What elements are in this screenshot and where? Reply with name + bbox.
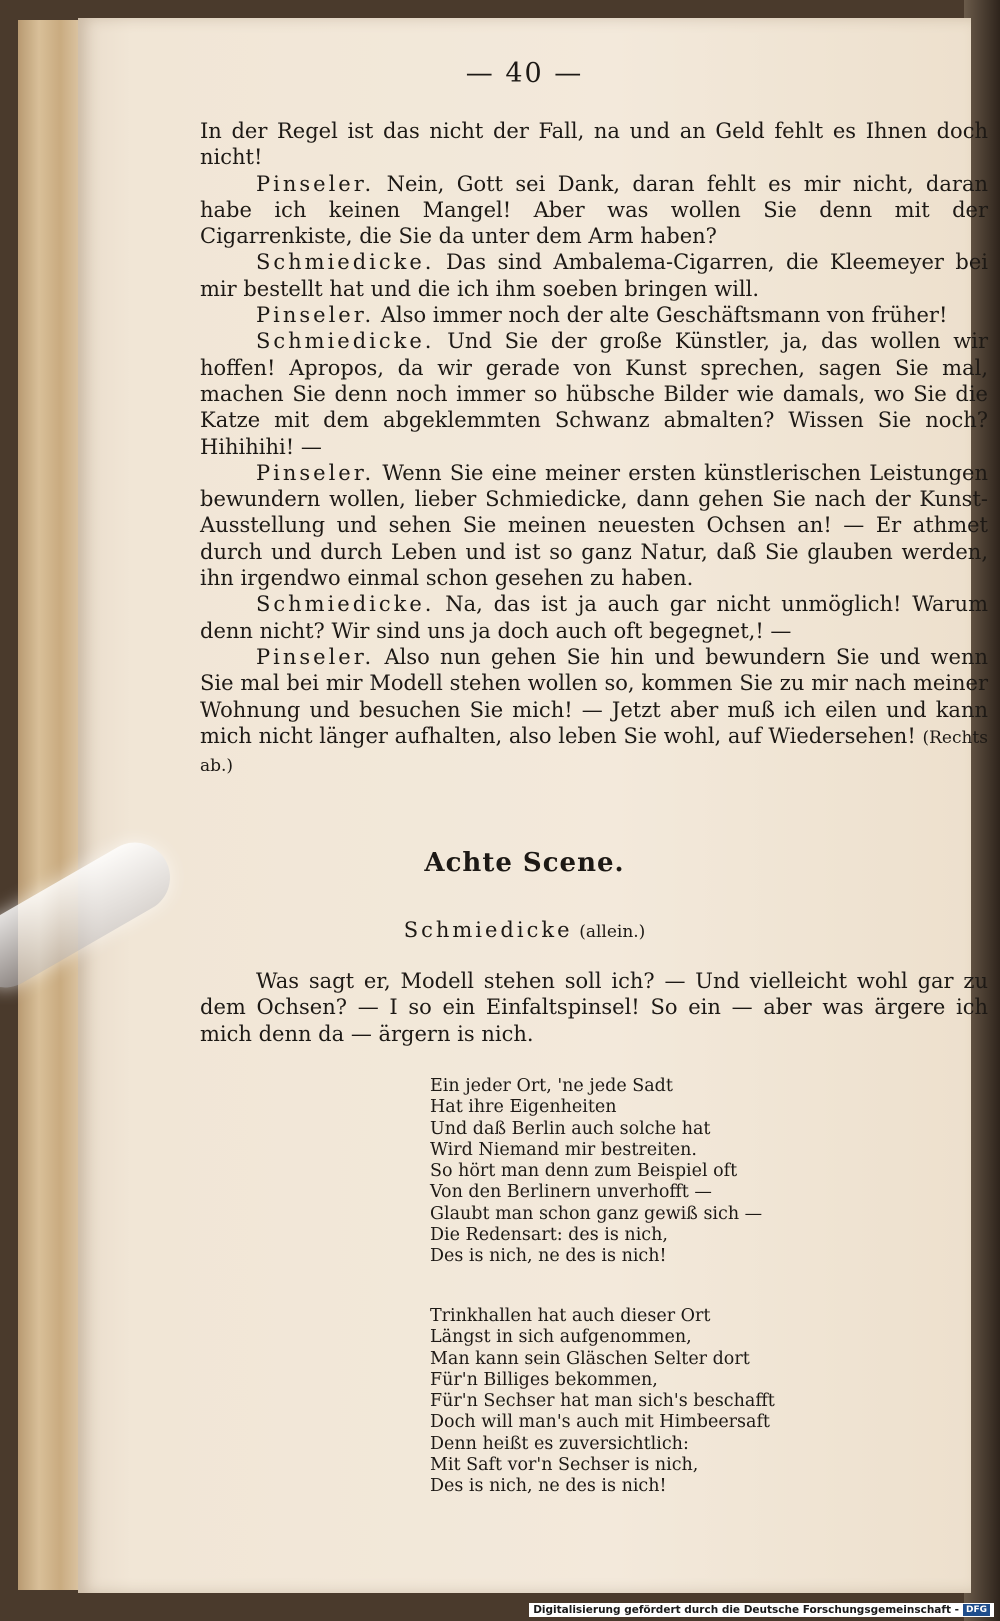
speaker-name: Pinseler. [256, 171, 375, 196]
verse-line: Hat ihre Eigenheiten [430, 1097, 617, 1118]
monologue-block [200, 968, 988, 1047]
verse-line: Von den Berlinern unverhofft — [430, 1182, 712, 1203]
dialogue-text: Also nun gehen Sie hin und bewundern Sie und wenn Sie mal bei mir Modell stehen wollen so, kommen Sie zu mir nach meiner Wohnung und besuchen Sie mich! — Jetzt aber muß ich eilen und kann mich nicht länger aufhalten, also leben Sie wohl, auf Wiedersehen! [200, 644, 988, 748]
dfg-logo: DFG [963, 1604, 990, 1616]
dialogue-block [200, 118, 988, 779]
verse-line: Trinkhallen hat auch dieser Ort [430, 1306, 711, 1326]
footer-text: Digitalisierung gefördert durch die Deutsche Forschungsgemeinschaft - [533, 1604, 959, 1616]
verse-stanza-2 [430, 1306, 910, 1498]
verse-line: Und daß Berlin auch solche hat [430, 1118, 711, 1139]
verse-line: Für'n Sechser hat man sich's beschafft [430, 1391, 775, 1412]
digitization-footer [529, 1603, 994, 1617]
verse-stanza-1 [430, 1076, 910, 1268]
dialogue-text: Na, das ist ja auch gar nicht unmöglich! Warum denn nicht? Wir sind uns ja doch auch oft begegnet,! — [200, 592, 988, 643]
speaker-name: Schmiedicke. [256, 592, 435, 617]
dialogue-paragraph [200, 460, 988, 591]
monologue-text: Was sagt er, Modell stehen soll ich? — Und vielleicht wohl gar zu dem Ochsen? — I so ein Einfaltspinsel! So ein — aber was ärgere ich mich denn da — ärgern is nich. [200, 969, 988, 1046]
page-number: — 40 — [465, 58, 584, 89]
dialogue-text: Also immer noch der alte Geschäftsmann von früher! [380, 303, 948, 328]
speaker-name: Schmiedicke. [256, 250, 435, 275]
verse-line: Die Redensart: des is nich, [430, 1225, 668, 1246]
verse-line: Für'n Billiges bekommen, [430, 1369, 658, 1390]
dialogue-paragraph [200, 118, 988, 171]
dialogue-text: Wenn Sie eine meiner ersten künstlerischen Leistungen bewundern wollen, lieber Schmiedicke, dann gehen Sie nach der Kunst-Ausstellung und sehen Sie meinen neuesten Ochsen an! — Er athmet durch und durch Leben und ist so ganz Natur, daß Sie glauben werden, ihn irgendwo einmal schon gesehen zu haben. [200, 460, 988, 591]
scene-speaker-line [78, 918, 971, 942]
verse-line: Des is nich, ne des is nich! [430, 1476, 667, 1497]
verse-line: Man kann sein Gläschen Selter dort [430, 1348, 750, 1369]
dialogue-paragraph [200, 644, 988, 779]
scene-speaker: Schmiedicke [403, 918, 573, 942]
verse-line: Glaubt man schon ganz gewiß sich — [430, 1203, 763, 1224]
verse-line: Des is nich, ne des is nich! [430, 1246, 667, 1267]
book-page [78, 18, 988, 1593]
dialogue-text: Nein, Gott sei Dank, daran fehlt es mir nicht, daran habe ich keinen Mangel! Aber was wollen Sie denn mit der Cigarrenkiste, die Sie da unter dem Arm haben? [200, 171, 988, 249]
scene-stage-direction: (allein.) [579, 922, 646, 942]
speaker-name: Pinseler. [256, 303, 375, 328]
verse-line: Denn heißt es zuversichtlich: [430, 1433, 689, 1454]
verse-line: Ein jeder Ort, 'ne jede Sadt [430, 1076, 673, 1096]
verse-line: Mit Saft vor'n Sechser is nich, [430, 1455, 699, 1476]
verse-line: So hört man denn zum Beispiel oft [430, 1161, 738, 1182]
dialogue-paragraph [200, 302, 988, 328]
verse-line: Wird Niemand mir bestreiten. [430, 1139, 697, 1160]
speaker-name: Schmiedicke. [256, 329, 435, 354]
stage-direction: (Rechts ab.) [200, 727, 988, 777]
dialogue-paragraph [200, 328, 988, 459]
verse-line: Doch will man's auch mit Himbeersaft [430, 1412, 770, 1433]
dialogue-text: Das sind Ambalema-Cigarren, die Kleemeyer bei mir bestellt hat und die ich ihm soeben bringen will. [200, 250, 988, 301]
scene-title: Achte Scene. [424, 848, 625, 878]
verse-line: Längst in sich aufgenommen, [430, 1327, 692, 1348]
dialogue-paragraph [200, 249, 988, 302]
dialogue-paragraph [200, 171, 988, 250]
dialogue-text: In der Regel ist das nicht der Fall, na und an Geld fehlt es Ihnen doch nicht! [200, 119, 988, 170]
speaker-name: Pinseler. [256, 460, 375, 485]
dialogue-text: Und Sie der große Künstler, ja, das wollen wir hoffen! Apropos, da wir gerade von Kunst sprechen, sagen Sie mal, machen Sie denn noch immer so hübsche Bilder wie damals, wo Sie die Katze mit dem abgeklemmten Schwanz abmalten? Wissen Sie noch? Hihihihi! — [200, 329, 988, 459]
speaker-name: Pinseler. [256, 644, 375, 669]
dialogue-paragraph [200, 591, 988, 644]
